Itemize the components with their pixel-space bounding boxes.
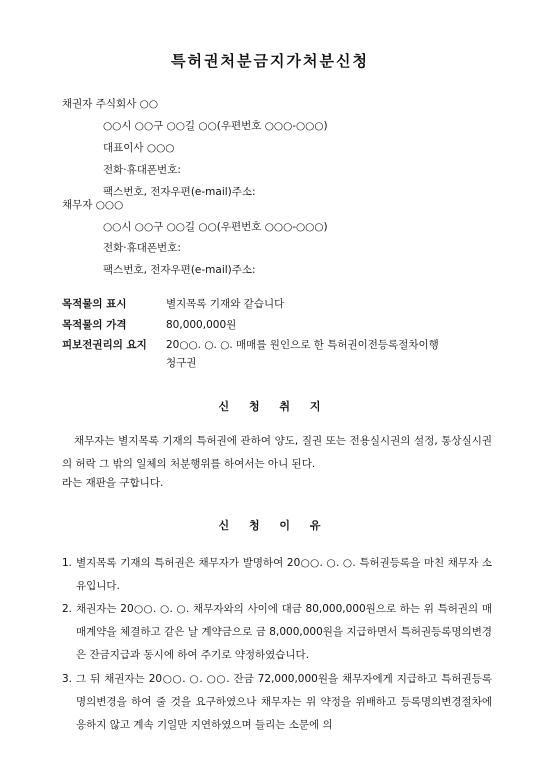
debtor-phone: 전화·휴대폰번호: [103,242,181,254]
reason-item-number: 2. [62,603,73,615]
reason-item-number: 3. [62,673,73,685]
creditor-phone: 전화·휴대폰번호: [103,164,181,176]
debtor-address: ○○시 ○○구 ○○길 ○○(우편번호 ○○○-○○○) [103,221,328,233]
target-right-value-line1: 20○○. ○. ○. 매매를 원인으로 한 특허권이전등록절차이행 [166,339,439,351]
target-right-label: 피보전권리의 요지 [62,339,147,351]
creditor-address: ○○시 ○○구 ○○길 ○○(우편번호 ○○○-○○○) [103,120,328,132]
reason-item-text: 별지목록 기재의 특허권은 채무자가 발명하여 20○○. ○. ○. 특허권등록을 마친 채무자 소유입니다. [76,557,492,592]
reason-item-2 [62,598,492,667]
reason-item-3 [62,668,492,737]
reasons-title: 신 청 이 유 [218,519,322,532]
document-title: 특허권처분금지가처분신청 [171,52,369,70]
debtor-header: 채무자 ○○○ [62,199,124,211]
purpose-title: 신 청 취 지 [218,400,322,413]
creditor-representative: 대표이사 ○○○ [103,142,175,154]
debtor-fax-email: 팩스번호, 전자우편(e-mail)주소: [103,264,256,276]
purpose-closing: 라는 재판을 구합니다. [62,477,164,489]
purpose-paragraph: 채무자는 별지목록 기재의 특허권에 관하여 양도, 질권 또는 전용실시권의 설정, 통상실시권의 허락 그 밖의 일체의 처분행위를 하여서는 아니 된다. [62,435,492,470]
reason-item-1 [62,552,492,598]
target-display-label: 목적물의 표시 [62,298,127,310]
reason-item-number: 1. [62,557,73,569]
creditor-fax-email: 팩스번호, 전자우편(e-mail)주소: [103,186,256,198]
target-price-label: 목적물의 가격 [62,319,127,331]
target-right-value-line2: 청구권 [166,357,197,369]
reason-item-text: 그 뒤 채권자는 20○○. ○. ○○. 잔금 72,000,000원을 채무자에게 지급하고 특허권등록명의변경을 하여 줄 것을 요구하였으나 채무자는 위 약정을 위배하고 등록명의변경절차에 응하지 않고 계속 기일만 지연하였으며 들리는 소문에 의 [76,673,492,731]
target-price-value: 80,000,000원 [166,319,237,331]
reason-item-text: 채권자는 20○○. ○. ○. 채무자와의 사이에 대금 80,000,000원으로 하는 위 특허권의 매매계약을 체결하고 같은 날 계약금으로 금 8,000,000원을 지급하면서 특허권등록명의변경은 잔금지급과 동시에 하여 주기로 약정하였습니다. [76,603,492,661]
creditor-header: 채권자 주식회사 ○○ [62,98,158,110]
target-display-value: 별지목록 기재와 같습니다 [166,298,285,310]
